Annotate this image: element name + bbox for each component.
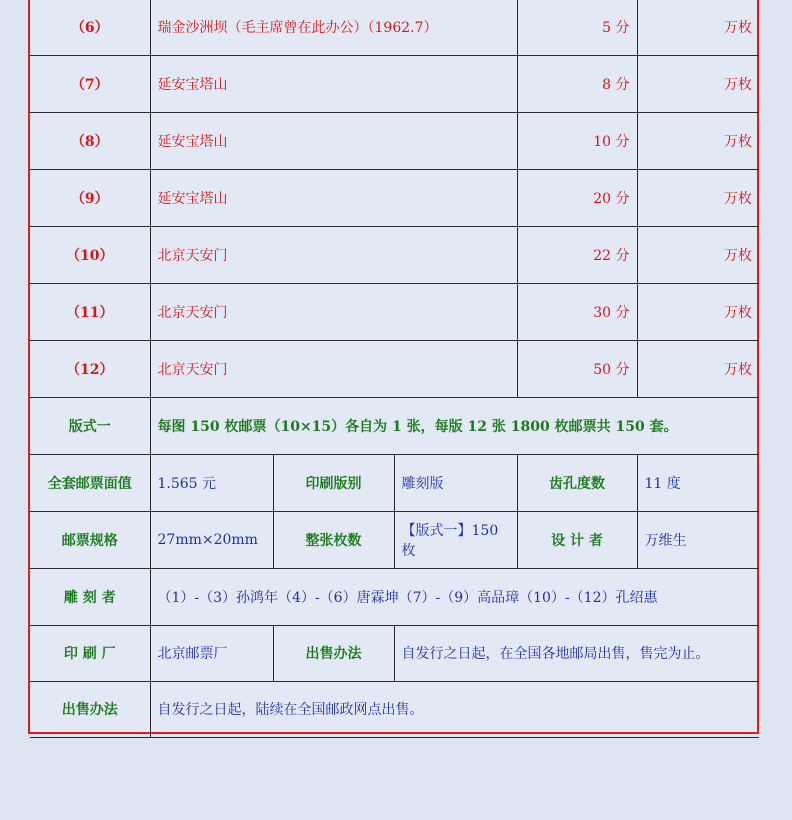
format-row	[30, 397, 759, 454]
printer: 北京邮票厂	[150, 625, 273, 681]
stamp-name: 延安宝塔山	[150, 112, 517, 169]
stamp-name: 北京天安门	[150, 226, 517, 283]
stamp-value: 50 分	[517, 340, 637, 397]
table-row	[30, 340, 759, 397]
table-row	[30, 55, 759, 112]
table-row	[30, 112, 759, 169]
info-row	[30, 625, 759, 681]
designer-label: 设 计 者	[517, 511, 637, 568]
stamp-number: （6）	[30, 0, 150, 55]
stamp-number: （12）	[30, 340, 150, 397]
stamp-value: 5 分	[517, 0, 637, 55]
stamp-value: 20 分	[517, 169, 637, 226]
sale-method-label: 出售办法	[30, 681, 150, 737]
stamp-size: 27mm×20mm	[150, 511, 273, 568]
info-row	[30, 681, 759, 737]
face-value: 1.565 元	[150, 454, 273, 511]
stamp-value: 30 分	[517, 283, 637, 340]
stamp-quantity: 万枚	[637, 112, 759, 169]
perforation-label: 齿孔度数	[517, 454, 637, 511]
stamp-number: （7）	[30, 55, 150, 112]
table-row	[30, 169, 759, 226]
stamp-value: 22 分	[517, 226, 637, 283]
stamp-number: （10）	[30, 226, 150, 283]
designer: 万维生	[637, 511, 759, 568]
size-label: 邮票规格	[30, 511, 150, 568]
stamp-number: （8）	[30, 112, 150, 169]
stamp-name: 瑞金沙洲坝（毛主席曾在此办公）（1962.7）	[150, 0, 517, 55]
print-type-label: 印刷版别	[273, 454, 394, 511]
engravers: （1）-（3）孙鸿年（4）-（6）唐霖坤（7）-（9）高品璋（10）-（12）孔绍惠	[150, 568, 759, 625]
engraver-label: 雕 刻 者	[30, 568, 150, 625]
stamp-info-table	[30, 0, 759, 738]
stamp-name: 延安宝塔山	[150, 169, 517, 226]
sale-method-label: 出售办法	[273, 625, 394, 681]
info-row	[30, 454, 759, 511]
printer-label: 印 刷 厂	[30, 625, 150, 681]
print-type: 雕刻版	[394, 454, 517, 511]
info-row	[30, 568, 759, 625]
sheet-count-label: 整张枚数	[273, 511, 394, 568]
stamp-quantity: 万枚	[637, 0, 759, 55]
table-row	[30, 0, 759, 55]
stamp-value: 8 分	[517, 55, 637, 112]
format-text: 每图 150 枚邮票（10×15）各自为 1 张，每版 12 张 1800 枚邮票共 150 套。	[150, 397, 759, 454]
stamp-quantity: 万枚	[637, 340, 759, 397]
perforation: 11 度	[637, 454, 759, 511]
stamp-number: （9）	[30, 169, 150, 226]
face-value-label: 全套邮票面值	[30, 454, 150, 511]
stamp-name: 延安宝塔山	[150, 55, 517, 112]
stamp-name: 北京天安门	[150, 340, 517, 397]
stamp-quantity: 万枚	[637, 55, 759, 112]
info-row	[30, 511, 759, 568]
stamp-quantity: 万枚	[637, 169, 759, 226]
stamp-name: 北京天安门	[150, 283, 517, 340]
format-label: 版式一	[30, 397, 150, 454]
stamp-quantity: 万枚	[637, 283, 759, 340]
table-row	[30, 226, 759, 283]
stamp-value: 10 分	[517, 112, 637, 169]
sale-method: 自发行之日起，在全国各地邮局出售，售完为止。	[394, 625, 759, 681]
table-row	[30, 283, 759, 340]
sale-method: 自发行之日起，陆续在全国邮政网点出售。	[150, 681, 759, 737]
stamp-quantity: 万枚	[637, 226, 759, 283]
stamp-number: （11）	[30, 283, 150, 340]
sheet-count: 【版式一】150 枚	[394, 511, 517, 568]
